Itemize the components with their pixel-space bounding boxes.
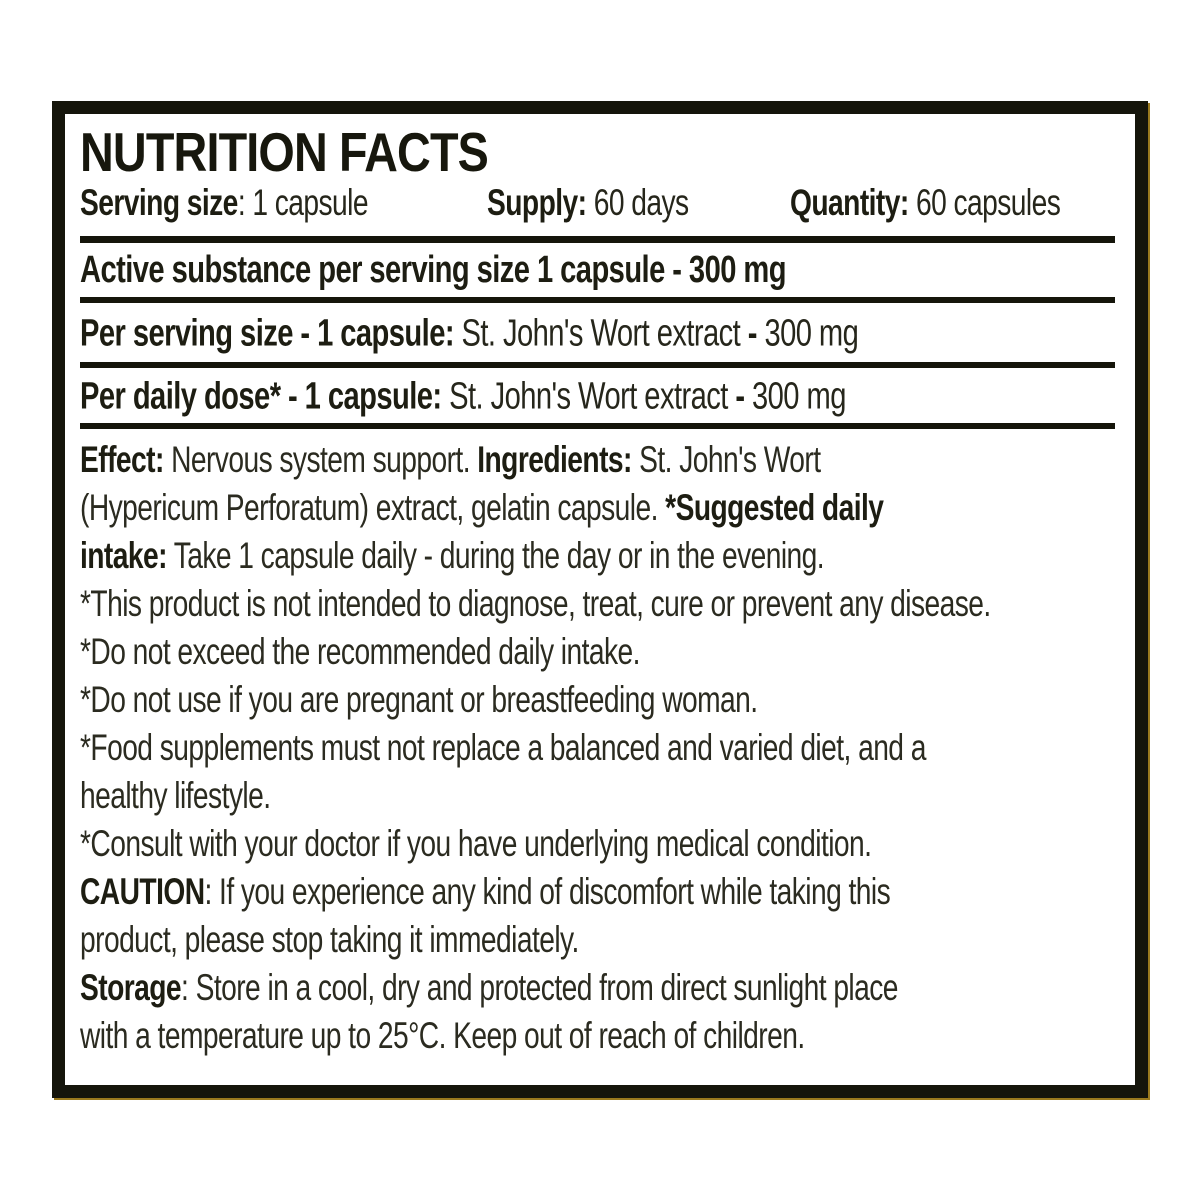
body-line: *Do not use if you are pregnant or breastfeeding woman. (80, 680, 758, 721)
active-substance-row: Active substance per serving size 1 capsule - 300 mg (80, 248, 786, 291)
body-line: CAUTION: If you experience any kind of discomfort while taking this (80, 872, 891, 913)
serving-info-row (80, 178, 1115, 230)
per-daily-dose-row: Per daily dose* - 1 capsule: St. John's Wort extract - 300 mg (80, 374, 846, 417)
body-line: healthy lifestyle. (80, 776, 271, 817)
body-text (80, 437, 1115, 1061)
per-serving-size-row: Per serving size - 1 capsule: St. John's Wort extract - 300 mg (80, 311, 859, 354)
body-line: Storage: Store in a cool, dry and protected from direct sunlight place (80, 968, 898, 1009)
body-line: *Consult with your doctor if you have underlying medical condition. (80, 824, 872, 865)
label-content (65, 114, 1135, 1061)
supply-text: Supply: 60 days (487, 183, 689, 224)
quantity-text: Quantity: 60 capsules (790, 183, 1061, 224)
body-line: *Do not exceed the recommended daily intake. (80, 632, 640, 673)
body-line: (Hypericum Perforatum) extract, gelatin capsule. *Suggested daily (80, 488, 884, 529)
body-line: *Food supplements must not replace a balanced and varied diet, and a (80, 728, 926, 769)
nutrition-facts-label (52, 101, 1148, 1098)
body-line: *This product is not intended to diagnose, treat, cure or prevent any disease. (80, 584, 991, 625)
body-line: Effect: Nervous system support. Ingredients: St. John's Wort (80, 440, 821, 481)
label-title: NUTRITION FACTS (80, 121, 488, 183)
body-line: product, please stop taking it immediately. (80, 920, 579, 961)
serving-size-text: Serving size: 1 capsule (80, 183, 369, 224)
body-line: with a temperature up to 25°C. Keep out of reach of children. (80, 1016, 805, 1057)
body-line: intake: Take 1 capsule daily - during the day or in the evening. (80, 536, 825, 577)
